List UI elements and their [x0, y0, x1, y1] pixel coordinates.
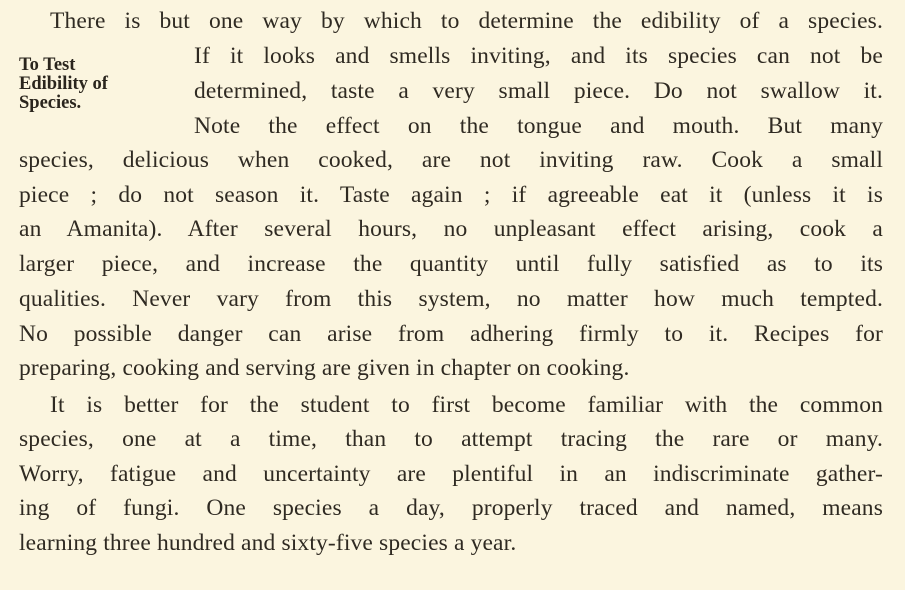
paragraph-line: If it looks and smells inviting, and its species can not be [194, 43, 883, 69]
paragraph-line: preparing, cooking and serving are given in chapter on cooking. [19, 355, 630, 381]
margin-note-line: To Test [19, 55, 76, 75]
paragraph-line: species, one at a time, than to attempt tracing the rare or many. [19, 426, 883, 452]
paragraph-line: No possible danger can arise from adhering firmly to it. Recipes for [19, 321, 883, 347]
paragraph-line: ing of fungi. One species a day, properly traced and named, means [19, 495, 883, 521]
paragraph-line: Note the effect on the tongue and mouth. But many [194, 113, 883, 139]
paragraph-line: larger piece, and increase the quantity until fully satisfied as to its [19, 251, 883, 277]
paragraph-line: qualities. Never vary from this system, no matter how much tempted. [19, 286, 883, 312]
paragraph-line: It is better for the student to first become familiar with the common [50, 392, 883, 418]
margin-note-line: Species. [19, 93, 82, 113]
margin-note [19, 56, 179, 113]
paragraph-line: piece ; do not season it. Taste again ; if agreeable eat it (unless it is [19, 182, 883, 208]
paragraph-line: Worry, fatigue and uncertainty are plentiful in an indiscriminate gather- [19, 461, 883, 487]
paragraph-line: learning three hundred and sixty-five species a year. [19, 530, 517, 556]
paragraph-line: species, delicious when cooked, are not inviting raw. Cook a small [19, 147, 883, 173]
paragraph-line: There is but one way by which to determine the edibility of a species. [50, 8, 883, 34]
paragraph-line: determined, taste a very small piece. Do not swallow it. [194, 78, 883, 104]
paragraph-line: an Amanita). After several hours, no unpleasant effect arising, cook a [19, 216, 883, 242]
margin-note-line: Edibility of [19, 74, 108, 94]
